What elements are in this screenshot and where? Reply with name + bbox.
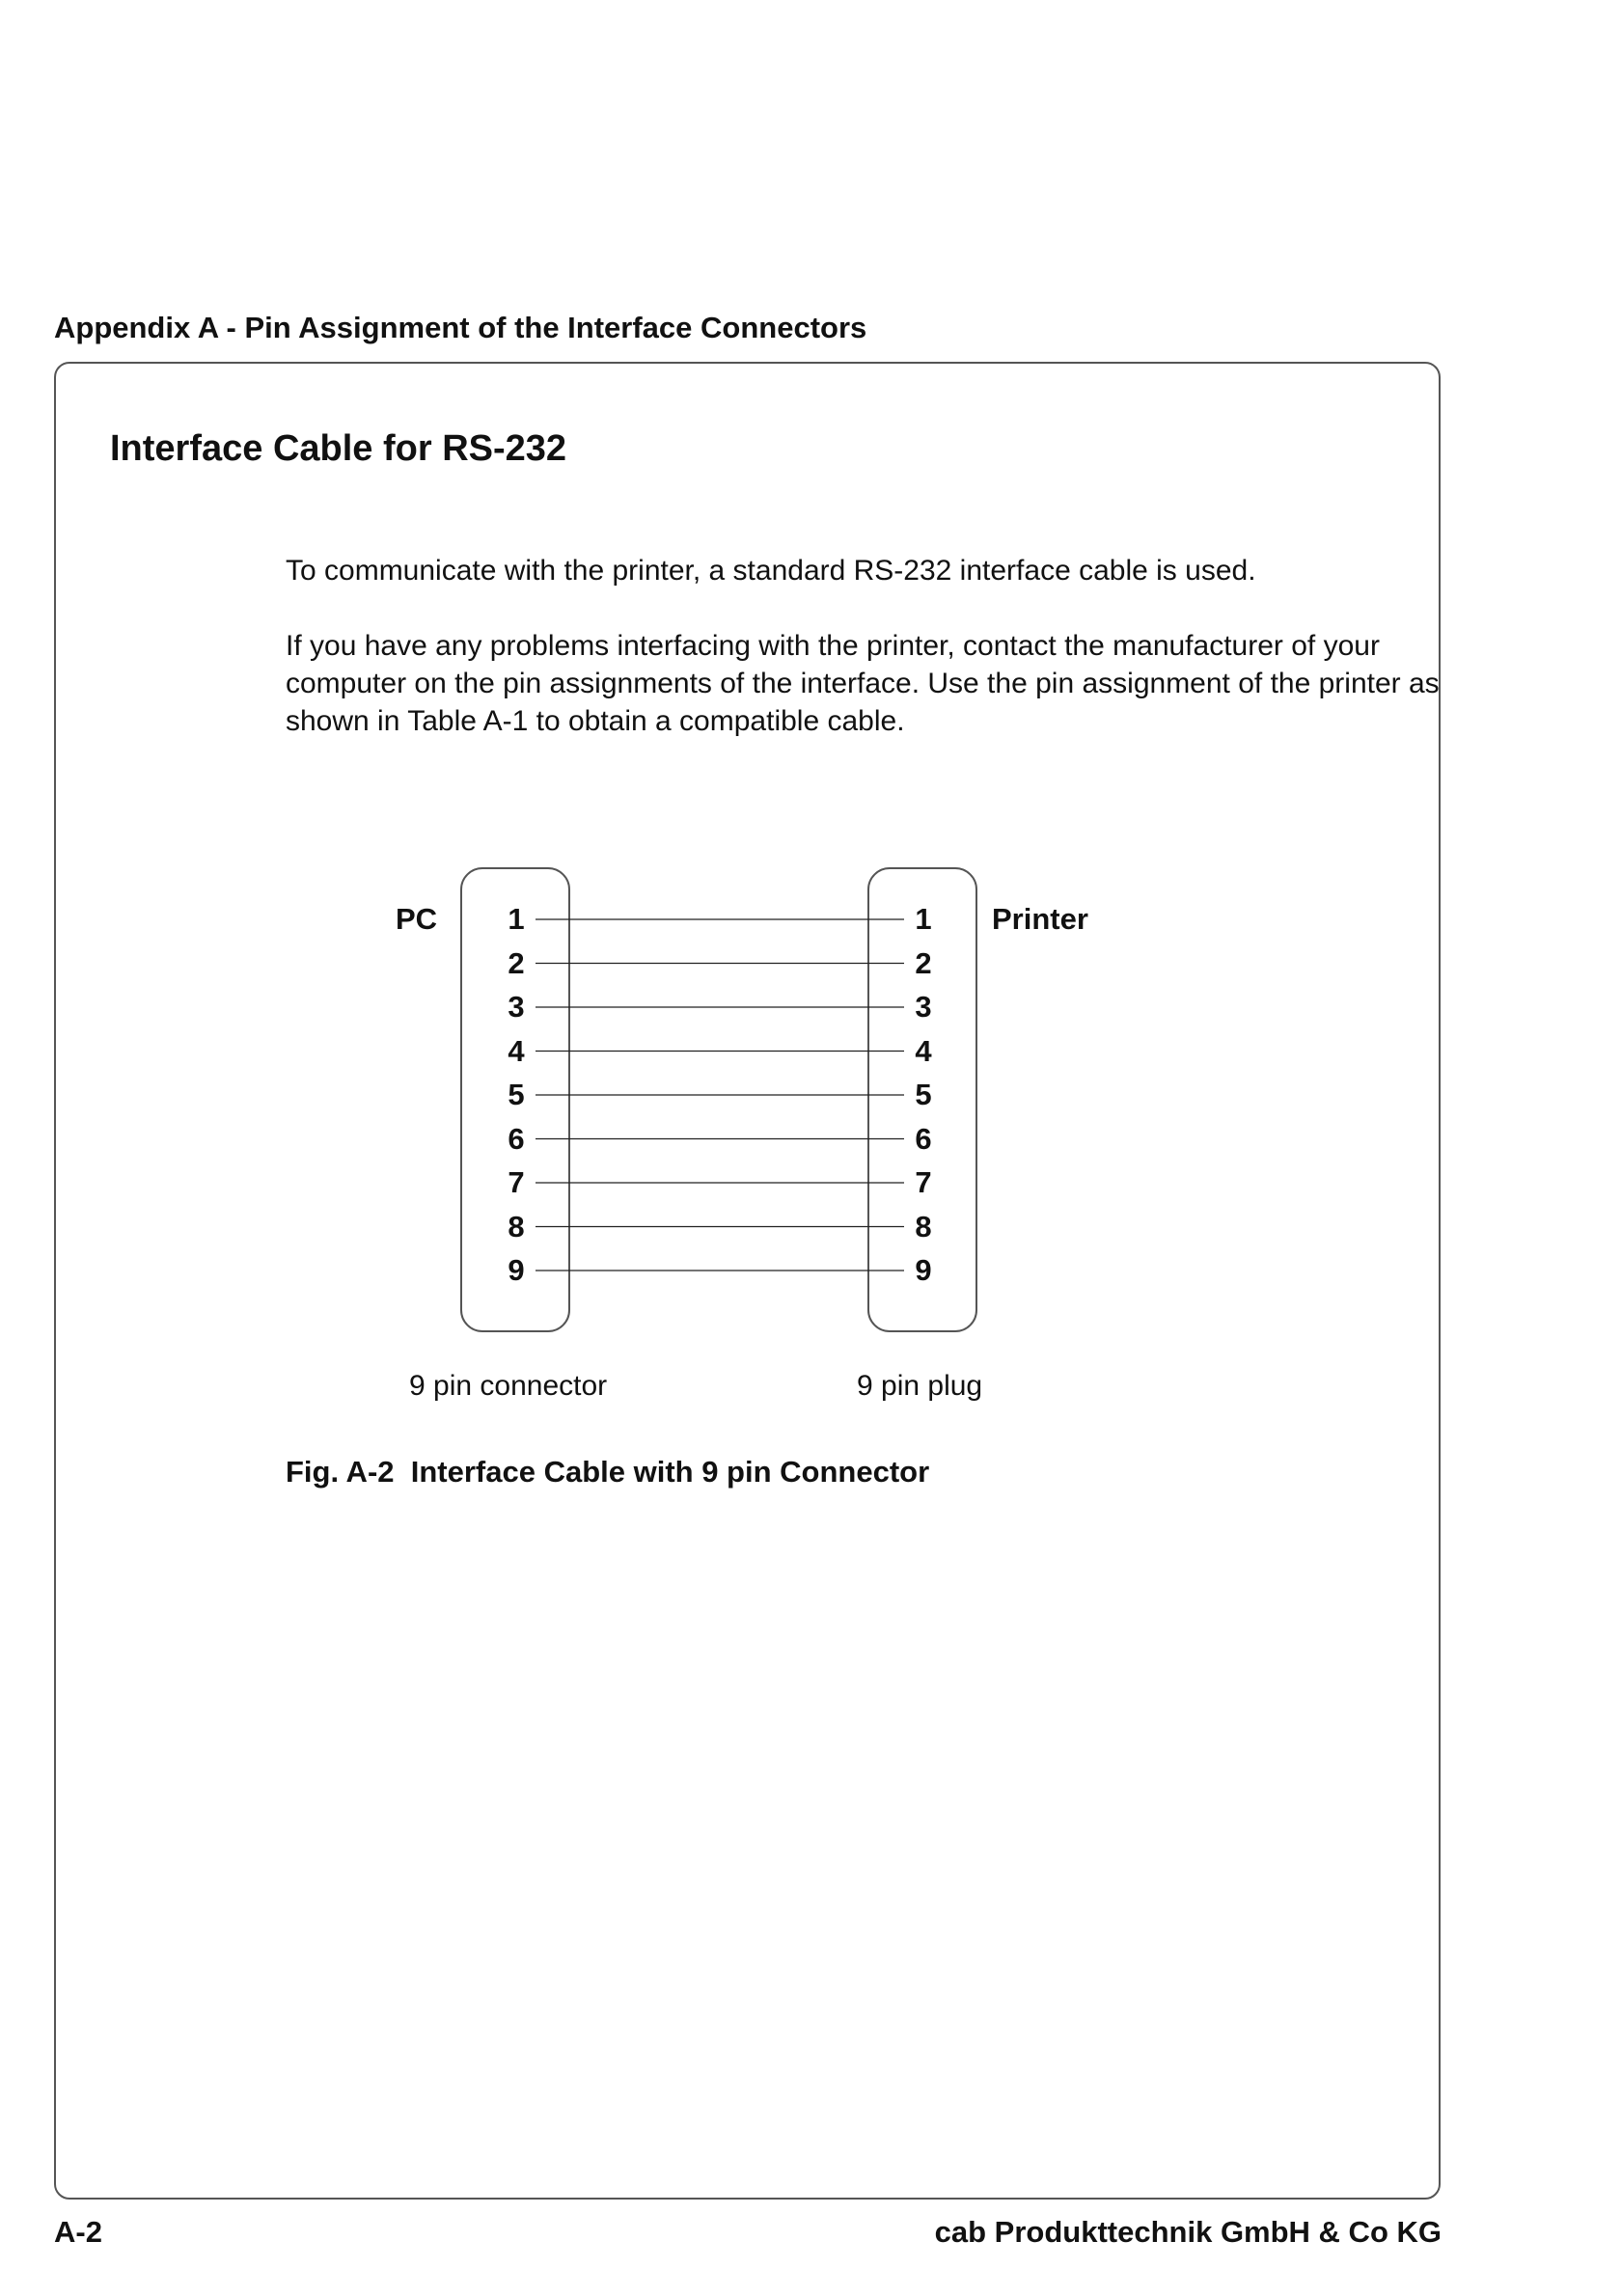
- printer-pin: 7: [915, 1165, 932, 1199]
- printer-connector-label: 9 pin plug: [857, 1370, 983, 1402]
- wire-group: [536, 919, 904, 1271]
- pc-pin: 2: [508, 945, 525, 980]
- printer-pin: 4: [915, 1033, 932, 1068]
- pc-pin: 8: [508, 1209, 525, 1244]
- printer-label: Printer: [992, 902, 1088, 936]
- printer-pin: 2: [915, 945, 932, 980]
- printer-pin: 8: [915, 1209, 932, 1244]
- pc-pin: 9: [508, 1253, 525, 1287]
- cable-diagram: [367, 859, 1119, 1341]
- pc-pin: 5: [508, 1078, 525, 1111]
- printer-pin: 9: [915, 1253, 932, 1287]
- page-header: Appendix A - Pin Assignment of the Interface Connectors: [54, 311, 867, 344]
- paragraph-intro: To communicate with the printer, a standard RS-232 interface cable is used.: [286, 555, 1256, 587]
- pc-label: PC: [396, 902, 438, 936]
- paragraph-problems: If you have any problems interfacing with the printer, contact the manufacturer of your computer on the pin assignments of the interface. Use the pin assignment of the printer as shown in Table A-1 to obtain a compatible cable.: [286, 630, 1440, 737]
- pc-pin: 3: [508, 990, 525, 1024]
- printer-pin: 3: [915, 990, 932, 1024]
- printer-pin-list: [904, 902, 943, 1298]
- pc-pin: 4: [508, 1033, 525, 1068]
- printer-pin: 1: [915, 902, 932, 936]
- pc-pin-list: [497, 902, 536, 1298]
- pc-pin: 6: [508, 1121, 525, 1156]
- footer-company: cab Produkttechnik GmbH & Co KG: [934, 2215, 1442, 2249]
- figure-caption: Fig. A-2 Interface Cable with 9 pin Connector: [286, 1455, 930, 1489]
- section-title: Interface Cable for RS-232: [110, 428, 567, 469]
- pc-pin: 1: [508, 902, 525, 936]
- page-number: A-2: [54, 2215, 102, 2249]
- printer-pin: 6: [915, 1121, 932, 1156]
- pc-pin: 7: [508, 1165, 525, 1199]
- pc-connector-label: 9 pin connector: [409, 1370, 608, 1402]
- printer-pin: 5: [915, 1078, 932, 1111]
